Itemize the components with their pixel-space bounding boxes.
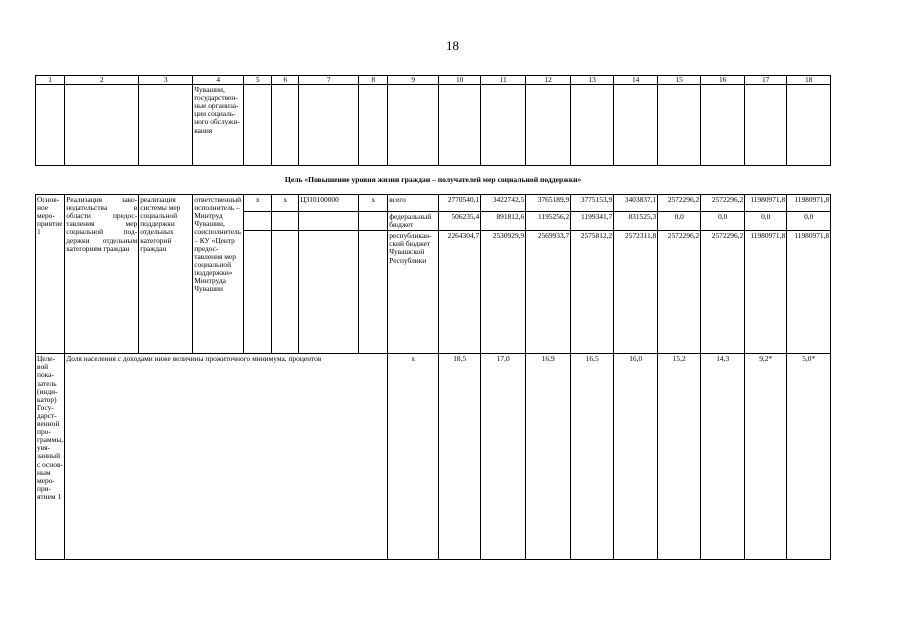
value-cell: 891812,6 xyxy=(481,212,526,231)
header-cell: 18 xyxy=(787,76,831,85)
header-cell: 7 xyxy=(299,76,359,85)
value-cell: 2770540,1 xyxy=(439,195,481,212)
table-row xyxy=(36,195,831,212)
value-cell: 2569933,7 xyxy=(526,231,571,354)
indicator-text: Доля населения с доходами ниже величины прожиточного минимума, процентов xyxy=(65,354,388,560)
header-cell: 4 xyxy=(193,76,244,85)
event-code-c8: х xyxy=(359,195,388,212)
value-cell: 506235,4 xyxy=(439,212,481,231)
event-executor: ответственный исполнитель – Минтруд Чувашии, соисполнитель – КУ «Центр предоставления мер социальной поддержки» Минтруда Чувашии xyxy=(193,195,244,354)
value-cell: 3765189,9 xyxy=(526,195,571,212)
header-cell: 1 xyxy=(36,76,65,85)
indicator-value: 14,3 xyxy=(701,354,745,560)
value-cell: 2530929,9 xyxy=(481,231,526,354)
value-cell: 2572296,2 xyxy=(701,195,745,212)
header-cell: 6 xyxy=(272,76,299,85)
indicator-value: 15,2 xyxy=(658,354,701,560)
value-cell: 0,0 xyxy=(658,212,701,231)
header-cell: 12 xyxy=(526,76,571,85)
event-code-c5: х xyxy=(244,195,272,212)
program-table xyxy=(35,75,831,560)
value-cell: 3403837,1 xyxy=(614,195,658,212)
funding-source: всего xyxy=(388,195,439,212)
value-cell: 2572296,2 xyxy=(658,195,701,212)
goal-row xyxy=(36,166,831,195)
value-cell: 2572311,8 xyxy=(614,231,658,354)
indicator-row xyxy=(36,354,831,560)
header-cell: 15 xyxy=(658,76,701,85)
header-cell: 11 xyxy=(481,76,526,85)
funding-source: республиканский бюджет Чувашской Республики xyxy=(388,231,439,354)
value-cell: 11980971,8 xyxy=(787,231,831,354)
value-cell: 3775153,9 xyxy=(571,195,614,212)
header-cell: 13 xyxy=(571,76,614,85)
indicator-value: 9,2* xyxy=(745,354,787,560)
indicator-c9: х xyxy=(388,354,439,560)
value-cell: 11980971,8 xyxy=(787,195,831,212)
funding-source: федеральный бюджет xyxy=(388,212,439,231)
value-cell: 3422742,5 xyxy=(481,195,526,212)
indicator-label: Целевой показатель (индикатор) Государственной программы, увязанный с основным мероприятием 1 xyxy=(36,354,65,560)
value-cell: 0,0 xyxy=(787,212,831,231)
value-cell: 1199341,7 xyxy=(571,212,614,231)
page-number: 18 xyxy=(446,38,459,53)
header-cell: 8 xyxy=(359,76,388,85)
indicator-value: 18,5 xyxy=(439,354,481,560)
goal-title: Цель «Повышение уровня жизни граждан – получателей мер социальной поддержки» xyxy=(36,166,831,195)
indicator-value: 5,0* xyxy=(787,354,831,560)
value-cell: 0,0 xyxy=(745,212,787,231)
event-code-c7: Ц310100000 xyxy=(299,195,359,212)
continuation-executor: Чувашии, государственные организации социального обслуживания xyxy=(193,85,244,166)
header-cell: 16 xyxy=(701,76,745,85)
header-cell: 2 xyxy=(65,76,139,85)
indicator-value: 16,0 xyxy=(614,354,658,560)
value-cell: 831525,3 xyxy=(614,212,658,231)
value-cell: 11980971,8 xyxy=(745,195,787,212)
indicator-value: 16,5 xyxy=(571,354,614,560)
event-name: Основное мероприятие 1 xyxy=(36,195,65,354)
value-cell: 2572296,2 xyxy=(658,231,701,354)
indicator-value: 16,9 xyxy=(526,354,571,560)
value-cell: 2264304,7 xyxy=(439,231,481,354)
indicator-value: 17,0 xyxy=(481,354,526,560)
event-task: реализация системы мер социальной поддержки отдельных категорий граждан xyxy=(139,195,193,354)
header-cell: 17 xyxy=(745,76,787,85)
header-row xyxy=(36,76,831,85)
event-code-c6: х xyxy=(272,195,299,212)
header-cell: 9 xyxy=(388,76,439,85)
value-cell: 0,0 xyxy=(701,212,745,231)
header-cell: 5 xyxy=(244,76,272,85)
value-cell: 2575812,2 xyxy=(571,231,614,354)
event-description: Реализация законодательства в области предоставления мер социальной поддержки отдельным категориям граждан xyxy=(65,195,139,354)
header-cell: 3 xyxy=(139,76,193,85)
value-cell: 2572296,2 xyxy=(701,231,745,354)
header-cell: 14 xyxy=(614,76,658,85)
continuation-row xyxy=(36,85,831,166)
header-cell: 10 xyxy=(439,76,481,85)
value-cell: 1195256,2 xyxy=(526,212,571,231)
value-cell: 11980971,8 xyxy=(745,231,787,354)
